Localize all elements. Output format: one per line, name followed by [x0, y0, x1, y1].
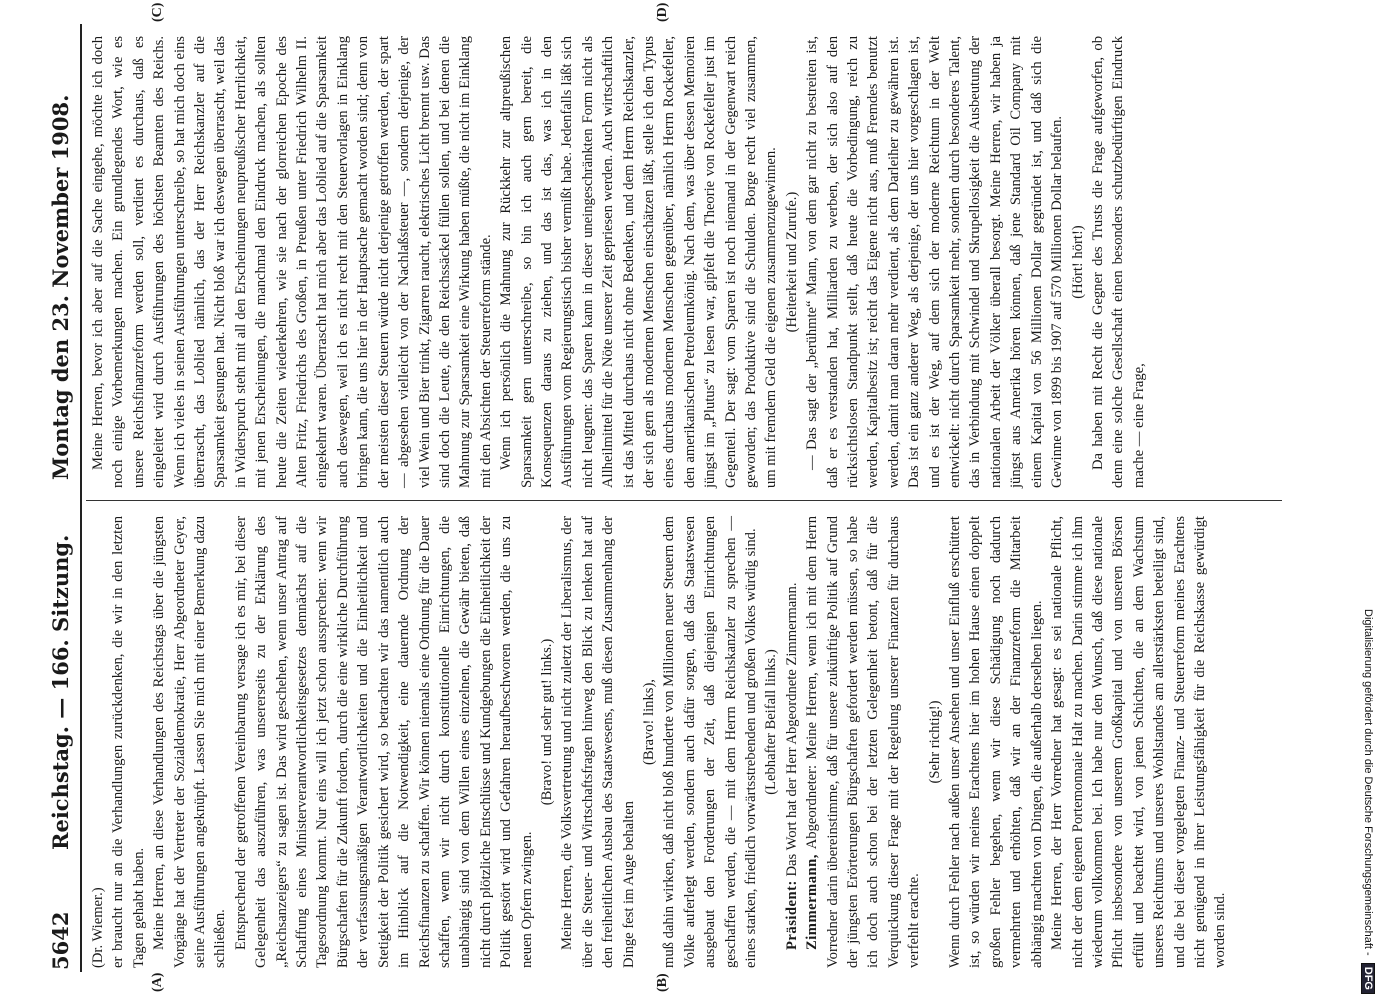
right-column	[88, 36, 1149, 488]
margin-mark-b: (B)	[655, 973, 670, 992]
credit-text: Digitalisierung gefördert durch die Deutsche Forschungsgemeinschaft -	[1362, 609, 1374, 956]
paragraph-text: Meine Herren, bevor ich aber auf die Sache eingehe, möchte ich doch noch einige Vorbemerkungen machen. Ein grundlegendes Wort, wie es unsere Reichsfinanzreform werden soll, verdient es durchaus, daß es eingeleitet wird durch Ausführungen des höchsten Beamten des Reichs. Wenn ich vieles in seinen Ausführungen unterschreibe, so hat mich doch eins überrascht, das Loblied nämlich, das der Herr Reichskanzler auf die Sparsamkeit gesungen hat. Nicht bloß war ich deswegen überrascht, weil das in Widerspruch steht mit all den Erscheinungen neupreußischer Herrlichkeit, mit jenen Erscheinungen, die manchmal den Eindruck machen, als sollten heute die Zeiten wiederkehren, wie sie nach der glorreichen Epoche des Alten Fritz, Friedrichs des Großen, in Preußen unter Friedrich Wilhelm II. eingekehrt waren. Überrascht hat mich aber das Loblied auf die Sparsamkeit auch deswegen, weil ich es nicht recht mit den Steuervorlagen in Einklang bringen kann, die uns hier in der Hauptsache gemacht worden sind; denn von der meisten dieser Steuern würde nicht derjenige getroffen werden, der spart — abgesehen vielleicht von der Nachlaßsteuer —, sondern derjenige, der viel Wein und Bier trinkt, Zigarren raucht, elektrisches Licht brennt usw. Das sind doch die Leute, die den Reichssäckel füllen sollen, und bei denen die Mahnung zur Sparsamkeit eine Wirkung haben müßte, die nicht im Einklang mit den Absichten der Steuerreform stände.	[90, 36, 494, 488]
margin-mark-a: (A)	[150, 972, 165, 992]
left-column-paragraph	[782, 516, 802, 968]
paragraph-text: Meine Herren, an diese Verhandlungen des Reichstags über die jüngsten Vorgänge hat der Vertreter der Sozialdemokratie, Herr Abgeordneter Geyer, seine Ausführungen angeknüpft. Lassen Sie mich mit einer Bemerkung dazu schließen.	[151, 516, 229, 968]
right-column-paragraph	[88, 36, 496, 488]
speaker-name: Zimmermann,	[804, 854, 821, 950]
paragraph-text: Abgeordneter: Meine Herren, wenn ich mit dem Herrn Vorredner darin übereinstimme, daß für unsere zukünftige Politik auf Grund der jüngsten Erörterungen Bürgschaften gefordert werden müssen, so habe ich doch auch schon bei der letzten Gelegenheit betont, daß für die Verquickung dieser Frage mit der Regelung unserer Finanzen für durchaus verfehlt erachte.	[804, 515, 923, 968]
left-column	[88, 516, 1231, 968]
left-column-paragraph	[802, 516, 924, 968]
paragraph-text: er braucht nur an die Verhandlungen zurückdenken, die wir in den letzten Tagen gehabt haben.	[110, 516, 147, 968]
paragraph-text: Meine Herren, der Herr Vorredner hat gesagt: es sei nationale Pflicht, nicht der dem eigenen Portemonnaie Halt zu machen. Darin stimme ich ihm wiederum vollkommen bei. Ich habe nur den Wunsch, daß diese nationale Pflicht insbesondere von unserem Großkapital und von unseren Börsen erfüllt und beachtet wird, von jenen Schichten, die an dem Wachstum unseres Reichtums und unseres Wohlstandes am allerstärksten beteiligt sind, und die bei dieser vorgelegten Finanz- und Steuerreform meines Erachtens nicht genügend in ihrer Leistungsfähigkeit für die Reichskasse gewürdigt worden sind.	[1049, 516, 1229, 968]
paragraph-text: Wenn durch Fehler nach außen unser Ansehen und unser Einfluß erschüttert ist, so würden wir meines Erachtens hier im hohen Hause einen doppelt großen Fehler begehen, wenn wir diese Schädigung noch dadurch vermehrten und erhöhten, daß wir an der Finanzreform die Mitarbeit abhängig machten von Dingen, die außerhalb derselben liegen.	[947, 516, 1045, 968]
paragraph-text: Das Wort hat der Herr Abgeordnete Zimmermann.	[783, 582, 800, 877]
speaker-name: Präsident:	[783, 880, 800, 950]
running-header-right: Montag den 23. November 1908.	[48, 94, 73, 480]
paragraph-text: (Heiterkeit und Zurufe.)	[783, 191, 800, 333]
paragraph-text: (Dr. Wiemer.)	[90, 887, 106, 968]
header-rule	[80, 24, 82, 972]
margin-mark-c: (C)	[150, 2, 165, 22]
left-column-paragraph	[537, 516, 557, 968]
paragraph-text: (Lebhafter Beifall links.)	[763, 649, 780, 795]
left-column-paragraph	[557, 516, 639, 968]
paragraph-text: (Bravo! links),	[640, 679, 657, 765]
paragraph-text: — Das sagt der „berühmte“ Mann, von dem gar nicht zu bestreiten ist, daß er es verstanden hat, Milliarden zu werben, der sich also auf den rücksichtslosen Standpunkt stellt, daß heute die Vorbedingung, reich zu werden, Kapitalbesitz ist; reicht das Eigene nicht aus, muß Fremdes benutzt werden, damit man daran mehr verdient, als dem Darleiher zu gewähren ist. Das ist ein ganz anderer Weg, als derjenige, der uns hier vorgeschlagen ist, und es ist der Weg, auf dem sich der moderne Reichtum in der Welt entwickelt: nicht durch Sparsamkeit mehr, sondern durch besonderes Talent, das in Verbindung mit Schwindel und Skrupellosigkeit die Ausbeutung der nationalen Arbeit der Völker überall besorgt. Meine Herren, wir haben ja jüngst aus Amerika hören können, daß jene Standard Oil Company mit einem Kapital von 56 Millionen Dollar gegründet ist, und daß sich die Gewinne von 1899 bis 1907 auf 570 Millionen Dollar belaufen.	[804, 36, 1066, 488]
page-number: 5642	[48, 911, 73, 970]
left-column-paragraph	[945, 516, 1047, 968]
margin-mark-d: (D)	[655, 2, 670, 22]
paragraph-text: Entsprechend der getroffenen Vereinbarung versage ich es mir, bei dieser Gelegenheit das auszuführen, was unsererseits zu der Erklärung des „Reichsanzeigers“ zu sagen ist. Das wird geschehen, wenn unser Antrag auf Schaffung eines Ministerverantwortlichkeitsgesetzes demnächst auf die Tagesordnung kommt. Nur eins will ich jetzt schon aussprechen: wenn wir Bürgschaften für die Zukunft fordern, durch die eine wirkliche Durchführung der verfassungsmäßigen Verantwortlichkeiten und die Einheitlichkeit und Stetigkeit der Politik gesichert wird, so betrachten wir das namentlich auch im Hinblick auf die Notwendigkeit, eine dauernde Ordnung der Reichsfinanzen zu schaffen. Wir können niemals eine Ordnung für die Dauer schaffen, wenn wir nicht durch konstitutionelle Einrichtungen, die unabhängig sind von dem Willen eines einzelnen, die Gewähr bieten, daß nicht durch plötzliche Entschlüsse und Kundgebungen die Einheitlichkeit der Politik gestört wird und Gefahren heraufbeschworen werden, die uns zu neuen Opfern zwingen.	[232, 516, 535, 968]
digitization-credit	[1357, 6, 1379, 994]
dfg-logo: DFG	[1361, 963, 1375, 994]
left-column-paragraph	[761, 516, 781, 968]
left-column-paragraph	[108, 516, 149, 968]
left-column-paragraph	[639, 516, 659, 968]
paragraph-text: (Sehr richtig!)	[926, 700, 943, 784]
right-column-paragraph	[782, 36, 802, 488]
running-header-left: Reichstag. — 166. Sitzung.	[48, 534, 73, 850]
column-divider	[86, 500, 1282, 501]
paragraph-text: (Hört! hört!)	[1069, 225, 1086, 299]
paragraph-text: (Bravo! und sehr gut! links.)	[538, 638, 555, 806]
paragraph-text: Da haben mit Recht die Gegner des Trusts die Frage aufgeworfen, ob denn eine solche Gesellschaft einen besonders schutzbedürftigen Eindruck mache — eine Frage,	[1089, 36, 1147, 488]
paragraph-text: Wenn ich persönlich die Mahnung zur Rückkehr zur altpreußischen Sparsamkeit gern unterschreibe, so bin ich auch gern bereit, die Konsequenzen daraus zu ziehen, und das ist das, was ich in den Ausführungen vom Regierungstisch bisher vermißt habe. Jedenfalls läßt sich nicht leugnen: das Sparen kann in dieser uneingeschränkten Form nicht als Allheilmittel für die Nöte unserer Zeit gepriesen werden. Auch wirtschaftlich ist das Mittel durchaus nicht ohne Bedenken, und dem Herrn Reichskanzler, der sich gern als modernen Menschen einschätzen läßt, stelle ich den Typus eines durchaus modernen Menschen gegenüber, nämlich Herrn Rockefeller, den amerikanischen Petroleumkönig. Nach dem, was über dessen Memoiren jüngst im „Plutus“ zu lesen war, gipfelt die Theorie von Rockefeller just im Gegenteil. Der sagt: vom Sparen ist noch niemand in der Gegenwart reich geworden; das Produktive sind die Schulden. Borge recht viel zusammen, um mit fremdem Geld die eigenen zusammenzugewinnen.	[498, 36, 780, 488]
paragraph-text: Meine Herren, die Volksvertretung und nicht zuletzt der Liberalismus, der über die Steuer- und Wirtschaftsfragen hinweg den Blick zu lenken hat auf den freiheitlichen Ausbau des Staatswesens, muß diesen Zusammenhang der Dinge fest im Auge behalten	[559, 516, 637, 968]
right-column-paragraph	[1088, 36, 1149, 488]
left-column-paragraph	[1047, 516, 1231, 968]
left-column-paragraph	[149, 516, 231, 968]
right-column-paragraph	[802, 36, 1067, 488]
left-column-paragraph	[925, 516, 945, 968]
right-column-paragraph	[1068, 36, 1088, 488]
left-column-paragraph	[88, 516, 108, 968]
paragraph-text: muß dahin wirken, daß nicht bloß hunderte von Millionen neuer Steuern dem Volke auferlegt werden, sondern auch dafür sorgen, daß das Staatswesen ausgebaut den Forderungen der Zeit, daß diejenigen Einrichtungen geschaffen werden, die — mit dem Herrn Reichskanzler zu sprechen — eines starken, friedlich vorwärtsstrebenden und großen Volkes würdig sind.	[661, 516, 759, 968]
left-column-paragraph	[231, 516, 537, 968]
right-column-paragraph	[496, 36, 782, 488]
left-column-paragraph	[659, 516, 761, 968]
